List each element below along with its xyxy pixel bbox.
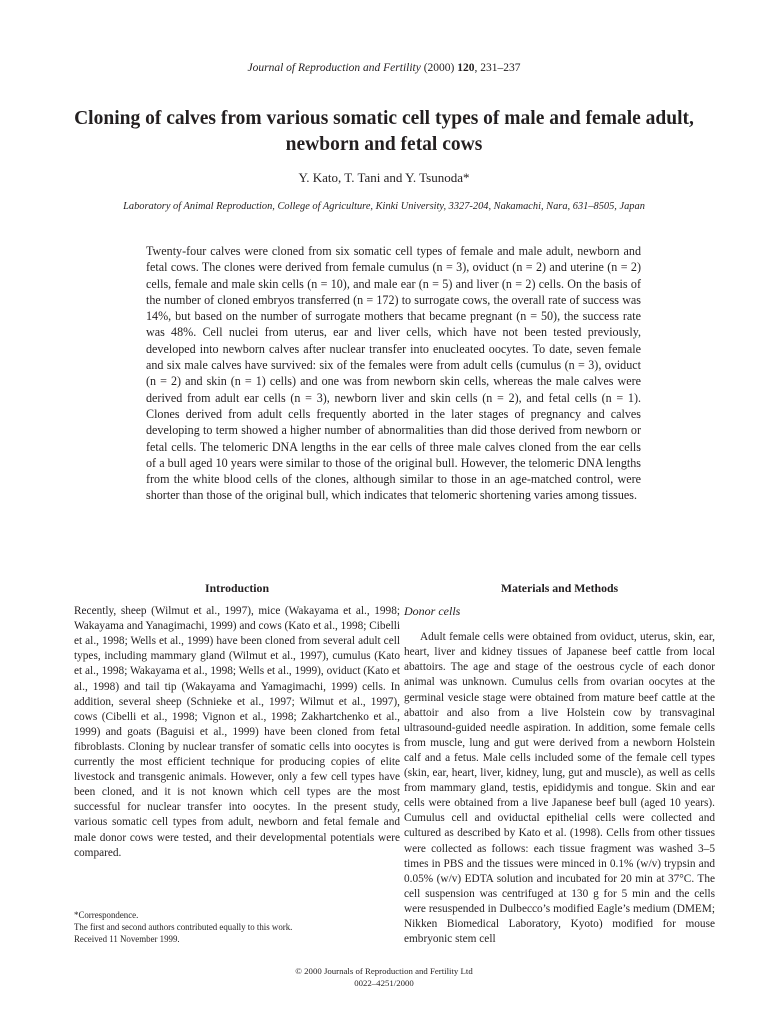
donor-cells-subheading: Donor cells <box>404 604 461 619</box>
footnote-received: Received 11 November 1999. <box>74 933 180 944</box>
footnotes <box>74 910 394 945</box>
introduction-paragraph: Recently, sheep (Wilmut et al., 1997), mice (Wakayama et al., 1998; Wakayama and Yanagimachi, 1999) and cows (Kato et al., 1998; Cibelli et al., 1998; Wells et al., 1999) have been cloned from several adult cell types, including mammary gland (Wilmut et al., 1997), cumulus (Kato et al., 1998; Wakayama et al., 1998; Wells et al., 1999), oviduct (Kato et al., 1998) and tail tip (Wakayama and Yamagimachi, 1999) cells. In addition, several sheep (Schnieke et al., 1997; Wilmut et al., 1997), cows (Cibelli et al., 1998; Vignon et al., 1998; Zakhartchenko et al., 1999) and goats (Baguisi et al., 1999) have been cloned from fetal fibroblasts. Cloning by nuclear transfer of somatic cells into oocytes is currently the most efficient technique for producing copies of elite livestock and transgenic animals. However, only a few cell types have been cloned, and it is not known which cell types are the most successful for nuclear transfer into oocytes. In the present study, various somatic cell types from adult, newborn and fetal female and male donor cows were tested, and their developmental potentials were compared. <box>74 605 400 859</box>
journal-volume: 120 <box>457 62 475 74</box>
introduction-heading: Introduction <box>204 581 270 595</box>
left-column <box>74 581 400 861</box>
methods-heading: Materials and Methods <box>500 581 619 595</box>
footnote-equal-contribution: The first and second authors contributed equally to this work. <box>74 921 293 932</box>
journal-citation <box>0 62 768 74</box>
journal-pages: , 231–237 <box>474 62 521 74</box>
journal-name: Journal of Reproduction and Fertility <box>247 62 421 74</box>
issn-line: 0022–4251/2000 <box>354 978 414 988</box>
author-list: Y. Kato, T. Tani and Y. Tsunoda* <box>298 170 470 185</box>
abstract-text: Twenty-four calves were cloned from six somatic cell types of female and male adult, newborn and fetal cows. The clones were derived from female cumulus (n = 3), oviduct (n = 2) and uterine (n = 2) cells, female and male skin cells (n = 10), and male ear (n = 5) and liver (n = 2) cells. On the basis of the number of cloned embryos transferred (n = 172) to surrogate cows, the overall rate of success was 14%, but based on the number of surrogate mothers that became pregnant (n = 50), the success rate was 48%. Cell nuclei from uterus, ear and liver cells, which have not been tested previously, developed into newborn calves after nuclear transfer into enucleated oocytes. To date, seven female and six male calves have survived: six of the females were from adult cells (cumulus (n = 3), oviduct (n = 2) and skin (n = 1) cells) and one was from newborn skin cells, whereas the male calves were derived from adult ear cells (n = 3), newborn liver and skin cells (n = 2), and fetal cells (n = 1). Clones derived from adult cells frequently aborted in the later stages of pregnancy and calves developing to term showed a higher number of abnormalities than did those derived from newborn or fetal cells. The telomeric DNA lengths in the ear cells of three male calves cloned from the ear cells of a bull aged 10 years were similar to those of the original bull. However, the telomeric DNA lengths from the white blood cells of the clones, although similar to those in an age-matched control, were shorter than those of the original bull, which indicates that telomeric shortening varies among tissues. <box>146 244 641 503</box>
paper-title: Cloning of calves from various somatic cell types of male and female adult, newborn and fetal cows <box>74 108 694 155</box>
copyright-line: © 2000 Journals of Reproduction and Fertility Ltd <box>295 966 473 976</box>
methods-paragraph: Adult female cells were obtained from oviduct, uterus, skin, ear, heart, liver and kidney tissues of Japanese beef cattle from local abattoirs. The age and stage of the oestrous cycle of each donor animal was unknown. Cumulus cells from ovarian oocytes at the germinal vesicle stage were obtained from mature beef cattle at the abattoir and also from a live Holstein cow by transvaginal ultrasound-guided needle aspiration. In addition, some female cells from muscle, lung and gut were derived from a newborn Holstein calf and a fetus. Male cells included some of the female cell types (skin, ear, heart, liver, kidney, lung, gut and muscle), as well as cells from mammary gland, testis, epididymis and tongue. Skin and ear cells were obtained from a live Japanese beef bull (aged 10 years). Cumulus cell and oviductal epithelial cells were collected and cultured as described by Kato et al. (1998). Cells from other tissues were collected as follows: each tissue fragment was washed 3–5 times in PBS and the tissues were minced in 0.1% (w/v) trypsin and 0.05% (w/v) EDTA solution and incubated for 20 min at 37°C. The cell suspension was centrifuged at 130 g for 5 min and the cells were resuspended in Dulbecco’s modified Eagle’s medium (DMEM; Nikken Biomedical Laboratory, Kyoto) modified for mouse embryonic stem cell <box>404 631 715 946</box>
affiliation: Laboratory of Animal Reproduction, College of Agriculture, Kinki University, 3327-204, Nakamachi, Nara, 631–8505, Japan <box>123 201 645 212</box>
right-column <box>404 581 715 947</box>
abstract <box>146 243 641 504</box>
page-footer <box>0 965 768 989</box>
footnote-correspondence: *Correspondence. <box>74 910 139 920</box>
journal-year: (2000) <box>423 62 455 74</box>
